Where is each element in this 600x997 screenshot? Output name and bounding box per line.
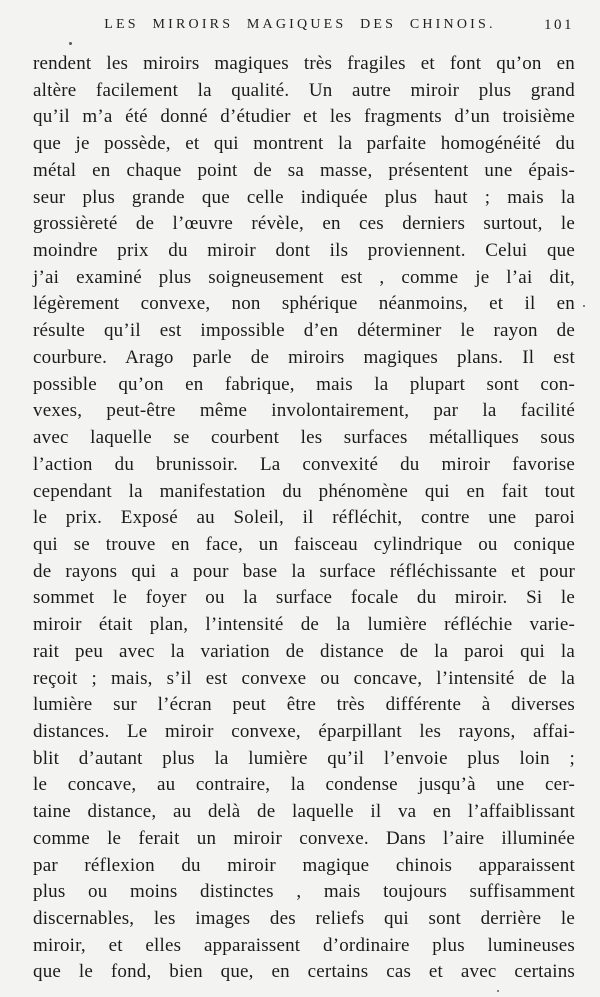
text-line: grossièreté de l’œuvre révèle, en ces derniers surtout, le [33, 213, 575, 235]
text-line: résulte qu’il est impossible d’en déterminer le rayon de [33, 320, 575, 342]
text-line: discernables, les images des reliefs qui sont derrière le [33, 908, 575, 929]
text-line: lumière sur l’écran peut être très différente à diverses [33, 694, 575, 716]
ink-speck [583, 305, 585, 307]
text-line: le prix. Exposé au Soleil, il réfléchit, contre une paroi [33, 507, 575, 529]
text-line: j’ai examiné plus soigneusement est , comme je l’ai dit, [33, 266, 575, 288]
text-line: qui se trouve en face, un faisceau cylindrique ou conique [33, 533, 575, 555]
ink-speck [497, 990, 499, 992]
text-line: distances. Le miroir convexe, éparpillant les rayons, affai- [33, 720, 575, 742]
body-text [33, 51, 575, 986]
text-line: que je possède, et qui montrent la parfaite homogénéité du [33, 133, 575, 155]
ink-speck [69, 42, 72, 45]
text-line: possible qu’on en fabrique, mais la plupart sont con- [33, 373, 575, 395]
text-line: l’action du brunissoir. La convexité du miroir favorise [33, 453, 575, 475]
page-header [0, 17, 600, 39]
text-line: comme le ferait un miroir convexe. Dans l’aire illuminée [33, 827, 575, 849]
text-line: plus ou moins distinctes , mais toujours suffisamment [33, 881, 575, 903]
page-number: 101 [544, 17, 574, 33]
text-line: de rayons qui a pour base la surface réfléchissante et pour [33, 560, 575, 582]
text-line: seur plus grande que celle indiquée plus haut ; mais la [33, 186, 575, 208]
text-line: légèrement convexe, non sphérique néanmoins, et il en [33, 293, 575, 315]
text-line: miroir, et elles apparaissent d’ordinaire plus lumineuses [33, 934, 575, 956]
text-line: vexes, peut-être même involontairement, par la facilité [33, 400, 575, 422]
text-line: courbure. Arago parle de miroirs magiques plans. Il est [33, 346, 575, 368]
text-line: rendent les miroirs magiques très fragiles et font qu’on en [33, 53, 575, 74]
text-line: taine distance, au delà de laquelle il va en l’affaiblissant [33, 801, 575, 823]
text-line: cependant la manifestation du phénomène qui en fait tout [33, 480, 575, 502]
text-line: avec laquelle se courbent les surfaces métalliques sous [33, 427, 575, 449]
running-title: LES MIROIRS MAGIQUES DES CHINOIS. [104, 17, 496, 32]
text-line: métal en chaque point de sa masse, présentent une épais- [33, 159, 575, 181]
text-line: par réflexion du miroir magique chinois apparaissent [33, 854, 575, 876]
text-line: blit d’autant plus la lumière qu’il l’envoie plus loin ; [33, 747, 575, 769]
text-line: altère facilement la qualité. Un autre miroir plus grand [33, 79, 575, 101]
text-line: miroir était plan, l’intensité de la lumière réfléchie varie- [33, 614, 575, 636]
text-line: qu’il m’a été donné d’étudier et les fragments d’un troisième [33, 106, 575, 128]
text-line: le concave, au contraire, la condense jusqu’à une cer- [33, 774, 575, 796]
text-line: rait peu avec la variation de distance de la paroi qui la [33, 640, 575, 662]
text-line: sommet le foyer ou la surface focale du miroir. Si le [33, 587, 575, 609]
text-line: que le fond, bien que, en certains cas et avec certains [33, 961, 575, 983]
text-line: reçoit ; mais, s’il est convexe ou concave, l’intensité de la [33, 667, 575, 689]
text-line: moindre prix du miroir dont ils proviennent. Celui que [33, 240, 575, 262]
